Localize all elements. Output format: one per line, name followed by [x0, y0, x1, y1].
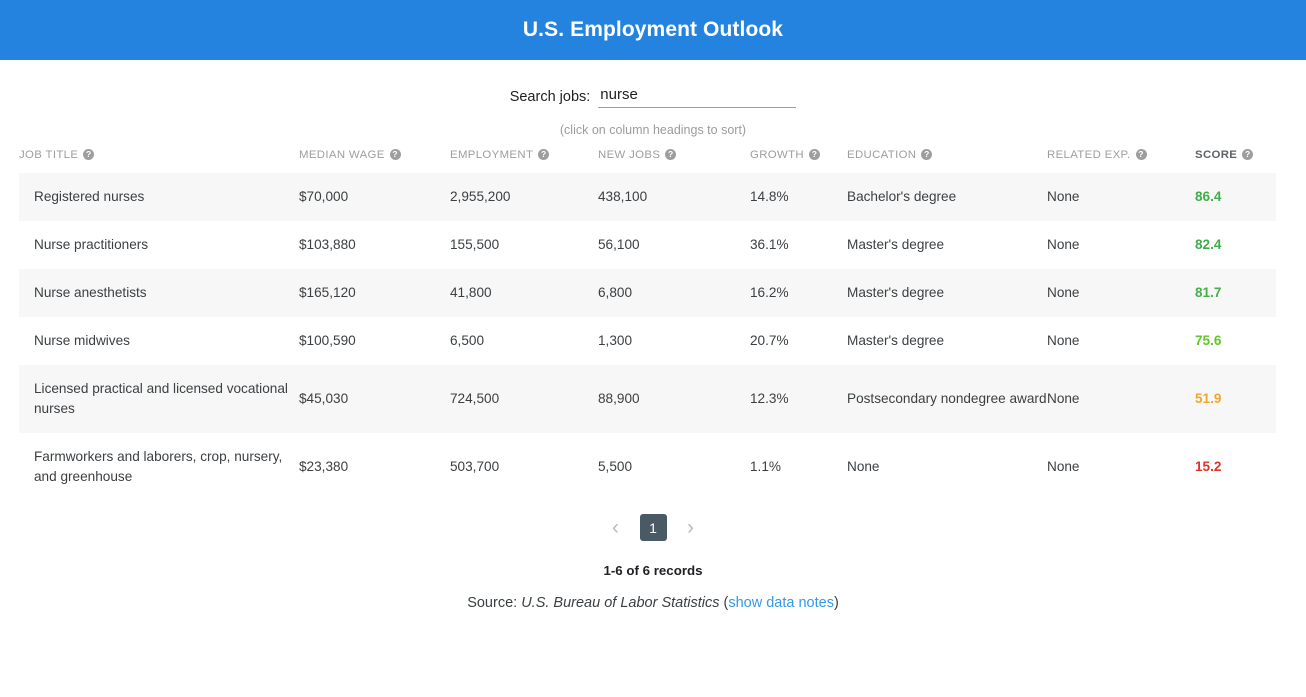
column-header-score[interactable]	[1195, 149, 1276, 173]
cell-median-wage: $100,590	[299, 333, 356, 348]
help-icon[interactable]: ?	[1242, 149, 1253, 160]
cell-education: Postsecondary nondegree award	[847, 391, 1047, 406]
cell-new-jobs: 5,500	[598, 459, 633, 474]
column-header-job-title[interactable]	[19, 149, 299, 173]
cell-job-title: Nurse midwives	[34, 333, 130, 348]
cell-new-jobs: 56,100	[598, 237, 640, 252]
help-icon[interactable]: ?	[390, 149, 401, 160]
cell-median-wage: $23,380	[299, 459, 349, 474]
column-header-label: RELATED EXP.	[1047, 149, 1131, 161]
help-icon[interactable]: ?	[538, 149, 549, 160]
cell-new-jobs: 6,800	[598, 285, 633, 300]
cell-median-wage: $45,030	[299, 391, 349, 406]
cell-growth: 16.2%	[750, 285, 789, 300]
help-icon[interactable]: ?	[1136, 149, 1147, 160]
cell-score: 81.7	[1195, 285, 1222, 300]
cell-education: Master's degree	[847, 333, 945, 348]
column-header-label: SCORE	[1195, 149, 1238, 161]
help-icon[interactable]: ?	[921, 149, 932, 160]
table-row[interactable]	[19, 269, 1276, 317]
cell-new-jobs: 438,100	[598, 189, 648, 204]
table-row[interactable]	[19, 317, 1276, 365]
search-area	[0, 86, 1306, 108]
cell-related-exp: None	[1047, 333, 1080, 348]
header-row	[19, 149, 1276, 173]
table-head	[19, 149, 1276, 173]
help-icon[interactable]: ?	[83, 149, 94, 160]
cell-score: 15.2	[1195, 459, 1222, 474]
chevron-left-icon[interactable]: ‹	[612, 516, 619, 539]
page-title: U.S. Employment Outlook	[522, 18, 784, 41]
cell-new-jobs: 88,900	[598, 391, 640, 406]
table-row[interactable]	[19, 221, 1276, 269]
column-header-employment[interactable]	[450, 149, 598, 173]
source-name: U.S. Bureau of Labor Statistics	[521, 595, 720, 611]
column-header-label: JOB TITLE	[19, 149, 79, 161]
cell-employment: 41,800	[450, 285, 492, 300]
cell-median-wage: $165,120	[299, 285, 356, 300]
column-header-new-jobs[interactable]	[598, 149, 750, 173]
cell-growth: 1.1%	[750, 459, 781, 474]
cell-job-title: Farmworkers and laborers, crop, nursery, and greenhouse	[34, 449, 283, 484]
table-row[interactable]	[19, 173, 1276, 221]
source-line	[0, 595, 1306, 611]
cell-growth: 14.8%	[750, 189, 789, 204]
column-header-label: GROWTH	[750, 149, 804, 161]
cell-education: None	[847, 459, 880, 474]
jobs-table-container	[0, 149, 1306, 501]
cell-median-wage: $103,880	[299, 237, 356, 252]
cell-related-exp: None	[1047, 237, 1080, 252]
cell-job-title: Nurse practitioners	[34, 237, 149, 252]
app-header	[0, 0, 1306, 60]
open-paren: (	[723, 595, 729, 611]
sort-hint-text: (click on column headings to sort)	[559, 123, 747, 137]
jobs-table	[19, 149, 1276, 501]
table-row[interactable]	[19, 433, 1276, 501]
record-count: 1-6 of 6 records	[603, 563, 703, 578]
column-header-median-wage[interactable]	[299, 149, 450, 173]
cell-score: 82.4	[1195, 237, 1222, 252]
close-paren: )	[833, 595, 839, 611]
column-header-label: NEW JOBS	[598, 149, 661, 161]
cell-employment: 2,955,200	[450, 189, 511, 204]
cell-employment: 724,500	[450, 391, 500, 406]
cell-job-title: Registered nurses	[34, 189, 145, 204]
cell-education: Master's degree	[847, 237, 945, 252]
help-icon[interactable]: ?	[665, 149, 676, 160]
cell-employment: 6,500	[450, 333, 485, 348]
cell-related-exp: None	[1047, 285, 1080, 300]
page-button-1[interactable]: 1	[640, 514, 667, 541]
cell-growth: 20.7%	[750, 333, 789, 348]
column-header-label: EMPLOYMENT	[450, 149, 534, 161]
cell-employment: 155,500	[450, 237, 500, 252]
source-prefix: Source:	[467, 595, 518, 611]
search-input[interactable]	[598, 86, 796, 108]
column-header-related-exp[interactable]	[1047, 149, 1195, 173]
cell-employment: 503,700	[450, 459, 500, 474]
cell-related-exp: None	[1047, 459, 1080, 474]
column-header-education[interactable]	[847, 149, 1047, 173]
cell-new-jobs: 1,300	[598, 333, 633, 348]
cell-score: 75.6	[1195, 333, 1222, 348]
column-header-growth[interactable]	[750, 149, 847, 173]
cell-score: 86.4	[1195, 189, 1222, 204]
cell-education: Bachelor's degree	[847, 189, 957, 204]
cell-growth: 12.3%	[750, 391, 789, 406]
search-label: Search jobs:	[509, 89, 591, 105]
cell-job-title: Nurse anesthetists	[34, 285, 147, 300]
column-header-label: MEDIAN WAGE	[299, 149, 385, 161]
cell-score: 51.9	[1195, 391, 1222, 406]
cell-related-exp: None	[1047, 391, 1080, 406]
cell-related-exp: None	[1047, 189, 1080, 204]
table-row[interactable]	[19, 365, 1276, 433]
cell-median-wage: $70,000	[299, 189, 349, 204]
cell-growth: 36.1%	[750, 237, 789, 252]
chevron-right-icon[interactable]: ›	[687, 516, 694, 539]
show-data-notes-link[interactable]: show data notes	[728, 595, 834, 611]
column-header-label: EDUCATION	[847, 149, 917, 161]
help-icon[interactable]: ?	[809, 149, 820, 160]
table-body	[19, 173, 1276, 501]
pagination	[0, 514, 1306, 541]
cell-education: Master's degree	[847, 285, 945, 300]
cell-job-title: Licensed practical and licensed vocational nurses	[34, 381, 288, 416]
